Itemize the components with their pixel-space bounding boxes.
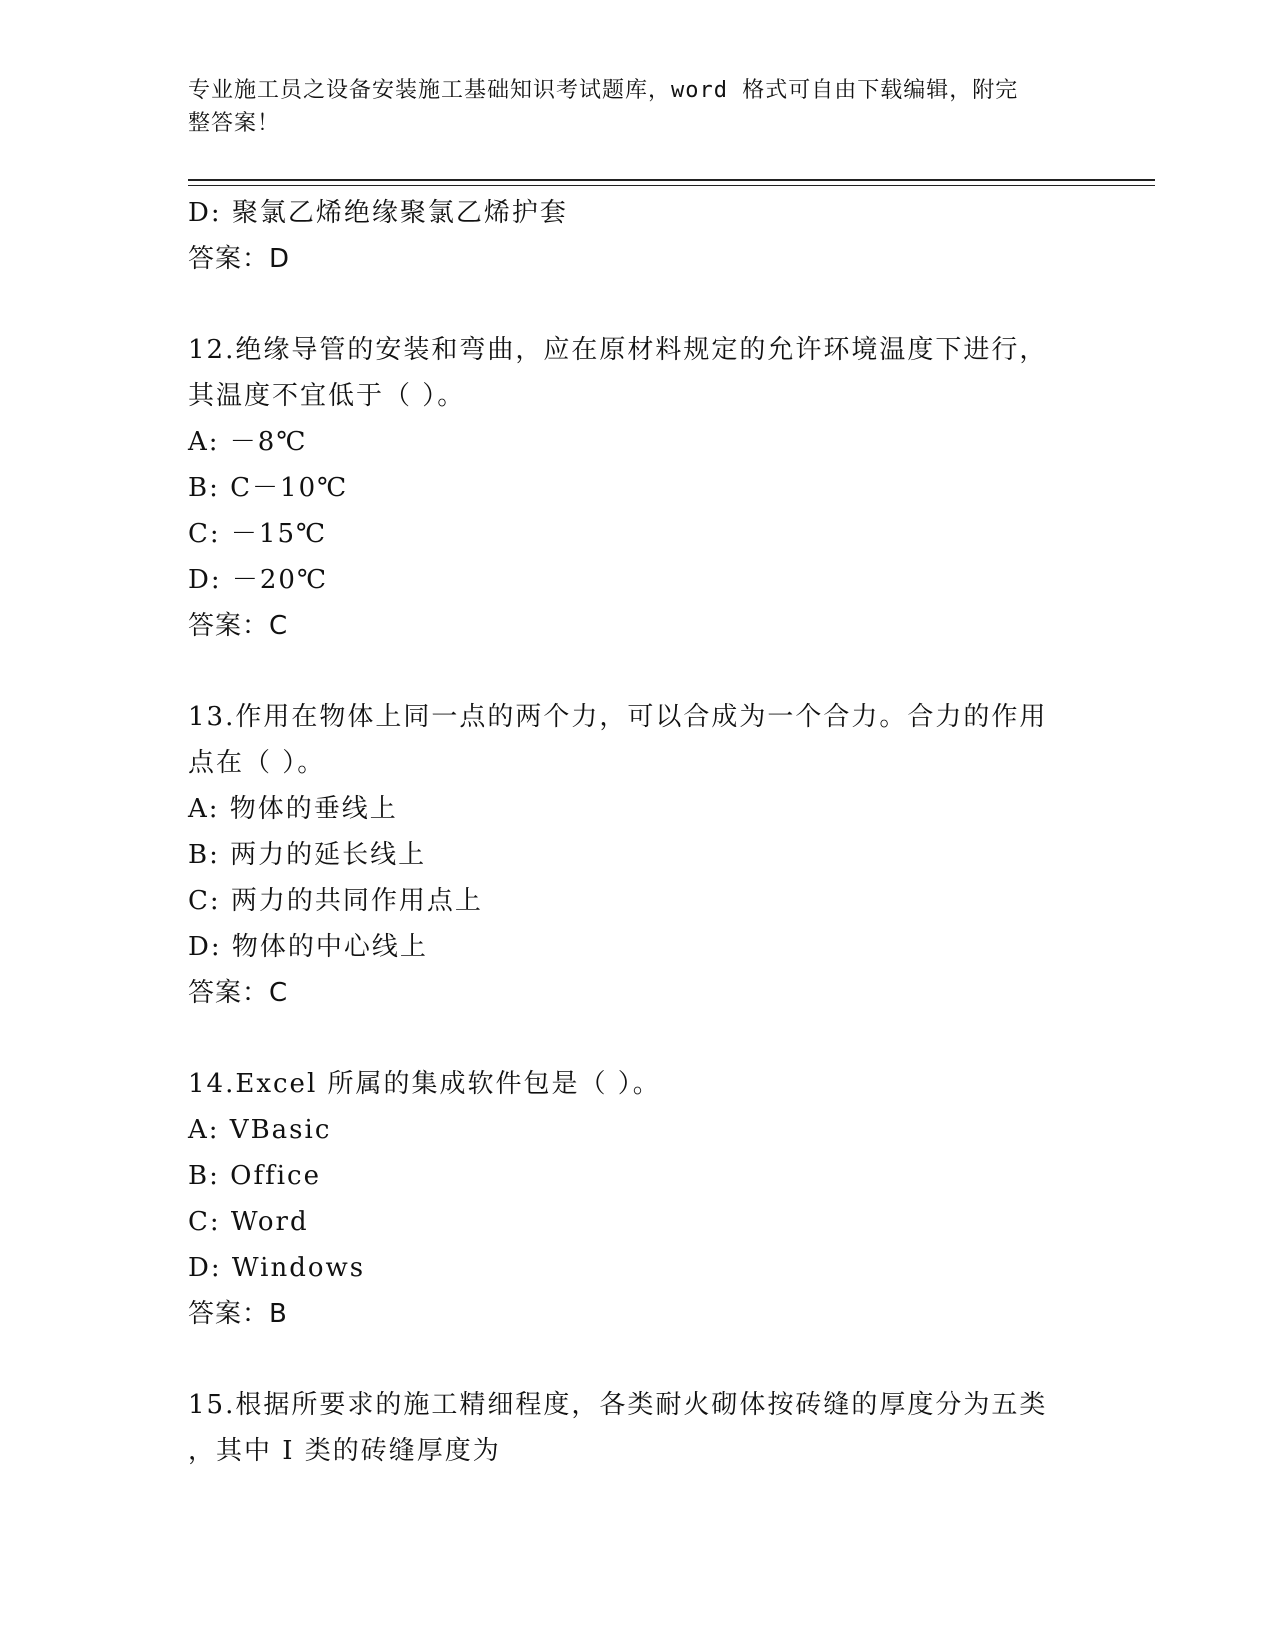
document-header <box>188 74 1088 140</box>
spacer <box>188 1337 1088 1382</box>
q11-option-d: D: 聚氯乙烯绝缘聚氯乙烯护套 <box>188 198 568 228</box>
spacer <box>188 649 1088 694</box>
q12-stem-line-2: 其温度不宜低于（ ）。 <box>188 381 466 411</box>
q14-option-b: B: Office <box>188 1161 321 1191</box>
q13-answer: 答案：C <box>188 978 289 1008</box>
q12-option-c: C: －15℃ <box>188 519 328 549</box>
question-13 <box>188 694 1088 1016</box>
q12-option-d: D: －20℃ <box>188 565 329 595</box>
question-15 <box>188 1382 1088 1474</box>
q13-option-b: B: 两力的延长线上 <box>188 840 427 870</box>
question-11 <box>188 190 1088 282</box>
q13-option-c: C: 两力的共同作用点上 <box>188 886 483 916</box>
q13-option-d: D: 物体的中心线上 <box>188 932 428 962</box>
q13-stem-line-1: 13.作用在物体上同一点的两个力，可以合成为一个合力。合力的作用 <box>188 702 1048 732</box>
q14-option-c: C: Word <box>188 1207 309 1237</box>
question-12 <box>188 327 1088 649</box>
q14-answer: 答案：B <box>188 1299 288 1329</box>
q12-stem-line-1: 12.绝缘导管的安装和弯曲，应在原材料规定的允许环境温度下进行， <box>188 335 1048 365</box>
q12-answer: 答案：C <box>188 611 289 641</box>
q15-stem-line-2: ，其中 I 类的砖缝厚度为 <box>188 1436 501 1466</box>
q14-stem-line-1: 14.Excel 所属的集成软件包是（ ）。 <box>188 1069 661 1099</box>
spacer <box>188 1016 1088 1061</box>
header-divider-thin <box>188 185 1155 186</box>
header-line-2: 整答案！ <box>188 111 281 136</box>
q12-option-a: A: －8℃ <box>188 427 308 457</box>
q13-option-a: A: 物体的垂线上 <box>188 794 398 824</box>
q14-option-d: D: Windows <box>188 1253 366 1283</box>
header-line-1: 专业施工员之设备安装施工基础知识考试题库，word 格式可自由下载编辑，附完 <box>188 78 1019 103</box>
header-divider-thick <box>188 179 1155 181</box>
q14-option-a: A: VBasic <box>188 1115 332 1145</box>
q12-option-b: B: C－10℃ <box>188 473 349 503</box>
exam-content <box>188 190 1088 1474</box>
q13-stem-line-2: 点在（ ）。 <box>188 748 326 778</box>
question-14 <box>188 1061 1088 1337</box>
spacer <box>188 282 1088 327</box>
q15-stem-line-1: 15.根据所要求的施工精细程度，各类耐火砌体按砖缝的厚度分为五类 <box>188 1390 1048 1420</box>
q11-answer: 答案：D <box>188 244 291 274</box>
